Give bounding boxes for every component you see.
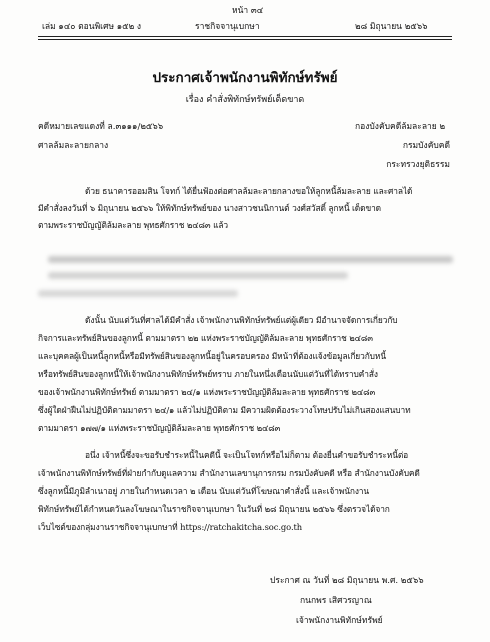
document-subject: เรื่อง คำสั่งพิทักษ์ทรัพย์เด็ดขาด <box>185 95 305 105</box>
page-number: หน้า ๓๔ <box>232 6 264 16</box>
case-number: คดีหมายเลขแดงที่ ล.๓๑๑๑/๒๕๖๖ <box>38 122 164 132</box>
paragraph-2-line: ดังนั้น นับแต่วันที่ศาลได้มีคำสั่ง เจ้าพนักงานพิทักษ์ทรัพย์แต่ผู้เดียว มีอำนาจจัดการเกี่ยวกับ <box>85 315 398 325</box>
redacted-line <box>48 256 453 263</box>
redacted-line <box>38 290 238 297</box>
paragraph-3-line: อนึ่ง เจ้าหนี้ซึ่งจะขอรับชำระหนี้ในคดีนี้ จะเป็นโจทก์หรือไม่ก็ตาม ต้องยื่นคำขอรับชำระหนี้ต่อ <box>85 450 409 460</box>
paragraph-2-line: ของเจ้าพนักงานพิทักษ์ทรัพย์ ตามมาตรา ๒๔/๑ แห่งพระราชบัญญัติล้มละลาย พุทธศักราช ๒๔๘๓ <box>38 387 376 397</box>
announcement-date: ประกาศ ณ วันที่ ๒๘ มิถุนายน พ.ศ. ๒๕๖๖ <box>270 576 424 586</box>
redacted-line <box>48 272 348 279</box>
gazette-name: ราชกิจจานุเบกษา <box>195 22 260 32</box>
signatory-name: กนกพร เสิศวรญาณ <box>300 596 372 606</box>
paragraph-3-line: พิทักษ์ทรัพย์ได้กำหนดวันลงโฆษณาในราชกิจจานุเบกษา ในวันที่ ๒๘ มิถุนายน ๒๕๖๖ ซึ่งตรวจได้จาก <box>38 504 390 514</box>
signatory-position: เจ้าพนักงานพิทักษ์ทรัพย์ <box>296 616 383 626</box>
paragraph-1-line: ตามพระราชบัญญัติล้มละลาย พุทธศักราช ๒๔๘๓ แล้ว <box>38 220 229 230</box>
paragraph-3-line: เว็บไซต์ของกลุ่มงานราชกิจจานุเบกษาที่ https://ratchakitcha.soc.go.th <box>38 522 303 532</box>
paragraph-1-line: ด้วย ธนาคารออมสิน โจทก์ ได้ยื่นฟ้องต่อศาลล้มละลายกลางขอให้ลูกหนี้ล้มละลาย และศาลได้ <box>85 186 413 196</box>
office-department: กรมบังคับคดี <box>402 141 450 151</box>
volume-number: เล่ม ๑๔๐ ตอนพิเศษ ๑๕๒ ง <box>42 22 142 32</box>
paragraph-2-line: และบุคคลผู้เป็นหนี้ลูกหนี้หรือมีทรัพย์สินของลูกหนี้อยู่ในครอบครอง มีหน้าที่ต้องแจ้งข้อมูลเกี่ยวกับหนี้ <box>38 351 386 361</box>
paragraph-1-line: มีคำสั่งลงวันที่ ๖ มิถุนายน ๒๕๖๖ ให้พิทักษ์ทรัพย์ของ นางสาวชนนิกานต์ วงศ์สวัสดิ์ ลูกหนี้ เด็ดขาด <box>38 203 382 213</box>
office-ministry: กระทรวงยุติธรรม <box>386 160 450 170</box>
paragraph-2-line: กิจการและทรัพย์สินของลูกหนี้ ตามมาตรา ๒๒ แห่งพระราชบัญญัติล้มละลาย พุทธศักราช ๒๔๘๓ <box>38 333 373 343</box>
paragraph-2-line: หรือทรัพย์สินของลูกหนี้ให้เจ้าพนักงานพิทักษ์ทรัพย์ทราบ ภายในหนึ่งเดือนนับแต่วันที่ได้ทราบคำสั่ง <box>38 369 378 379</box>
paragraph-3-line: ซึ่งลูกหนี้มีภูมิลำเนาอยู่ ภายในกำหนดเวลา ๒ เดือน นับแต่วันที่โฆษณาคำสั่งนี้ และเจ้าพนักงาน <box>38 486 370 496</box>
header-rule-top <box>38 36 452 37</box>
office-division: กองบังคับคดีล้มละลาย ๒ <box>355 122 446 132</box>
header-rule-bottom <box>38 39 452 40</box>
paragraph-2-line: ซึ่งผู้ใดฝ่าฝืนไม่ปฏิบัติตามมาตรา ๒๔/๑ แล้วไม่ปฏิบัติตาม มีความผิดต้องระวางโทษปรับไม่เกินสองแสนบาท <box>38 405 411 415</box>
gazette-date: ๒๘ มิถุนายน ๒๕๖๖ <box>355 22 428 32</box>
paragraph-2-line: ตามมาตรา ๑๗๗/๑ แห่งพระราชบัญญัติล้มละลาย พุทธศักราช ๒๔๘๓ <box>38 423 281 433</box>
document-title: ประกาศเจ้าพนักงานพิทักษ์ทรัพย์ <box>152 70 338 86</box>
paragraph-3-line: เจ้าพนักงานพิทักษ์ทรัพย์ที่ฝ่ายกำกับดูแลความ สำนักงานเลขานุการกรม กรมบังคับคดี หรือ สำนักงานบังคับคดี <box>38 468 420 478</box>
court-name: ศาลล้มละลายกลาง <box>38 141 109 151</box>
